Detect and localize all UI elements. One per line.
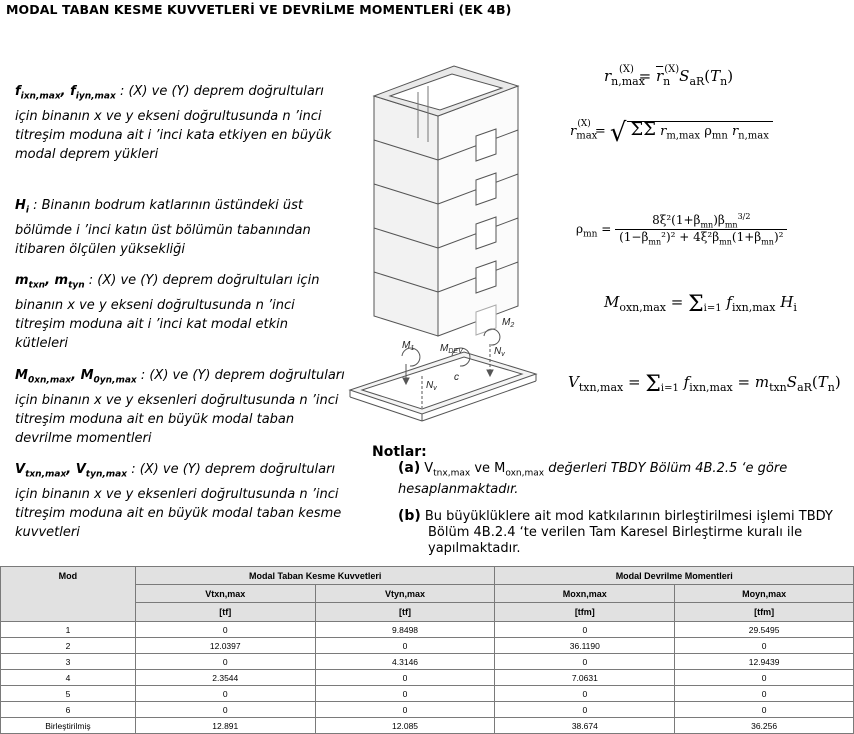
- cell: 2.3544: [135, 670, 315, 686]
- label-nv-base: $N_v$: [426, 380, 437, 392]
- cell: 0: [135, 654, 315, 670]
- label-nv-top: $N_v$: [494, 346, 505, 358]
- cell: 12.9439: [675, 654, 854, 670]
- cell: 0: [675, 638, 854, 654]
- group-moment-header: Modal Devrilme Momentleri: [495, 567, 854, 585]
- formula-r-max: $r_{n,max}^{(X)} = \overline{r}_n^{(X)}S_{aR}(T_n)$: [604, 64, 734, 88]
- col-header: Vtxn,max: [135, 585, 315, 603]
- cell: 0: [675, 670, 854, 686]
- cell: 0: [495, 654, 675, 670]
- label-m2: $M_2$: [502, 317, 515, 329]
- group-shear-header: Modal Taban Kesme Kuvvetleri: [135, 567, 495, 585]
- cell: 4.3146: [315, 654, 495, 670]
- page-title: MODAL TABAN KESME KUVVETLERİ VE DEVRİLME MOMENTLERİ (EK 4B): [6, 2, 512, 17]
- formula-cqc: $r_{max}^{(X)}$ = √ ΣΣ $r_{m,max}$ $\rho_{mn}$ $r_{n,max}$: [570, 118, 773, 148]
- label-c: c: [454, 372, 459, 383]
- cell: 9.8498: [315, 622, 495, 638]
- cell: 7.0631: [495, 670, 675, 686]
- formula-rho: $\rho_{mn}$ = $8\xi^2(1+\beta_{mn})\beta_{mn}^{3/2}$ $(1-\beta_{mn}^2)^2 + 4\xi^2\beta_{mn}(1+\beta_{mn})^2$: [576, 212, 787, 247]
- cell: 0: [495, 622, 675, 638]
- cell: 3: [1, 654, 136, 670]
- label-m1: $M_1$: [402, 340, 415, 352]
- cell: 0: [315, 638, 495, 654]
- formula-shear: $V_{txn,max} = \Sigma_{i=1}$ $f_{ixn,max} = m_{txn}S_{aR}(T_n)$: [568, 372, 841, 397]
- definition-fixn: $f_{ixn,max}$, $f_{iyn,max}$ : (X) ve (Y) deprem doğrultuları için binanın x ve y ekseni doğrultusunda n ’inci titreşim moduna ait i ’inci kata etkiyen en büyük modal deprem yükleri: [15, 84, 332, 162]
- cell: 0: [315, 702, 495, 718]
- def-symbol: $M_{0xn,max}$, $M_{0yn,max}$: [15, 368, 137, 386]
- cell: 0: [135, 686, 315, 702]
- definition-m0xn: $M_{0xn,max}$, $M_{0yn,max}$ : (X) ve (Y) deprem doğrultuları için binanın x ve y eksenleri doğrultusunda n ’inci titreşim moduna ait en büyük modal taban devrilme momentleri: [15, 368, 345, 446]
- cell: 0: [675, 686, 854, 702]
- table-row: [1, 622, 854, 638]
- cell: 0: [315, 670, 495, 686]
- cell: 0: [675, 702, 854, 718]
- cell: 0: [495, 702, 675, 718]
- cell: 2: [1, 638, 136, 654]
- cell: 12.085: [315, 718, 495, 734]
- table-row: [1, 686, 854, 702]
- cell: 0: [135, 702, 315, 718]
- cell: 5: [1, 686, 136, 702]
- def-symbol: $V_{txn,max}$, $V_{tyn,max}$: [15, 462, 128, 480]
- unit-header: [tf]: [135, 603, 315, 622]
- def-symbol: $m_{txn}$, $m_{tyn}$: [15, 273, 85, 291]
- table-row: [1, 638, 854, 654]
- unit-header: [tfm]: [495, 603, 675, 622]
- cell: 6: [1, 702, 136, 718]
- cell: 36.256: [675, 718, 854, 734]
- table-row: [1, 654, 854, 670]
- definition-mtxn: $m_{txn}$, $m_{tyn}$ : (X) ve (Y) deprem doğrultuları için binanın x ve y ekseni doğrultusunda n ’inci titreşim moduna ait i ’inci kat modal etkin kütleleri: [15, 273, 320, 351]
- unit-header: [tfm]: [675, 603, 854, 622]
- cell: 4: [1, 670, 136, 686]
- definition-vtxn: $V_{txn,max}$, $V_{tyn,max}$ : (X) ve (Y) deprem doğrultuları için binanın x ve y eksenleri doğrultusunda n ’inci titreşim moduna ait en büyük modal taban kesme kuvvetleri: [15, 462, 342, 540]
- cell: 29.5495: [675, 622, 854, 638]
- col-header: Vtyn,max: [315, 585, 495, 603]
- table-row: [1, 670, 854, 686]
- note-a: (a) $V_{tnx,max}$ ve $M_{oxn,max}$ değerleri TBDY Bölüm 4B.2.5 ‘e göre hesaplanmaktadır.: [398, 460, 788, 497]
- cell: Birleştirilmiş: [1, 718, 136, 734]
- cell: 1: [1, 622, 136, 638]
- cell: 36.1190: [495, 638, 675, 654]
- col-header: Moyn,max: [675, 585, 854, 603]
- building-figure: [340, 38, 570, 438]
- cell: 12.891: [135, 718, 315, 734]
- def-symbol: $H_i$: [15, 198, 29, 216]
- modal-results-table: [0, 566, 854, 734]
- table-row-combined: [1, 718, 854, 734]
- label-mdev: $M_{DEV}$: [440, 343, 463, 355]
- cell: 38.674: [495, 718, 675, 734]
- table-row: [1, 702, 854, 718]
- cell: 0: [315, 686, 495, 702]
- definition-hi: $H_i$ : Binanın bodrum katlarının üstündeki üst bölümde i ’inci katın üst bölümün tabanından itibaren ölçülen yüksekliği: [15, 198, 311, 257]
- formula-moment: $M_{oxn,max} = \Sigma_{i=1}$ $f_{ixn,max}$ $H_i$: [604, 292, 797, 317]
- note-b: (b) Bu büyüklüklere ait mod katkılarının birleştirilmesi işlemi TBDY Bölüm 4B.2.4 ‘te verilen Tam Karesel Birleştirme kuralı ile yapılmaktadır.: [398, 508, 833, 556]
- cell: 12.0397: [135, 638, 315, 654]
- cell: 0: [495, 686, 675, 702]
- col-header: Moxn,max: [495, 585, 675, 603]
- mod-header: Mod: [1, 567, 136, 622]
- notes-heading: Notlar:: [372, 444, 427, 460]
- cell: 0: [135, 622, 315, 638]
- def-symbol: $f_{ixn,max}$, $f_{iyn,max}$: [15, 84, 116, 102]
- unit-header: [tf]: [315, 603, 495, 622]
